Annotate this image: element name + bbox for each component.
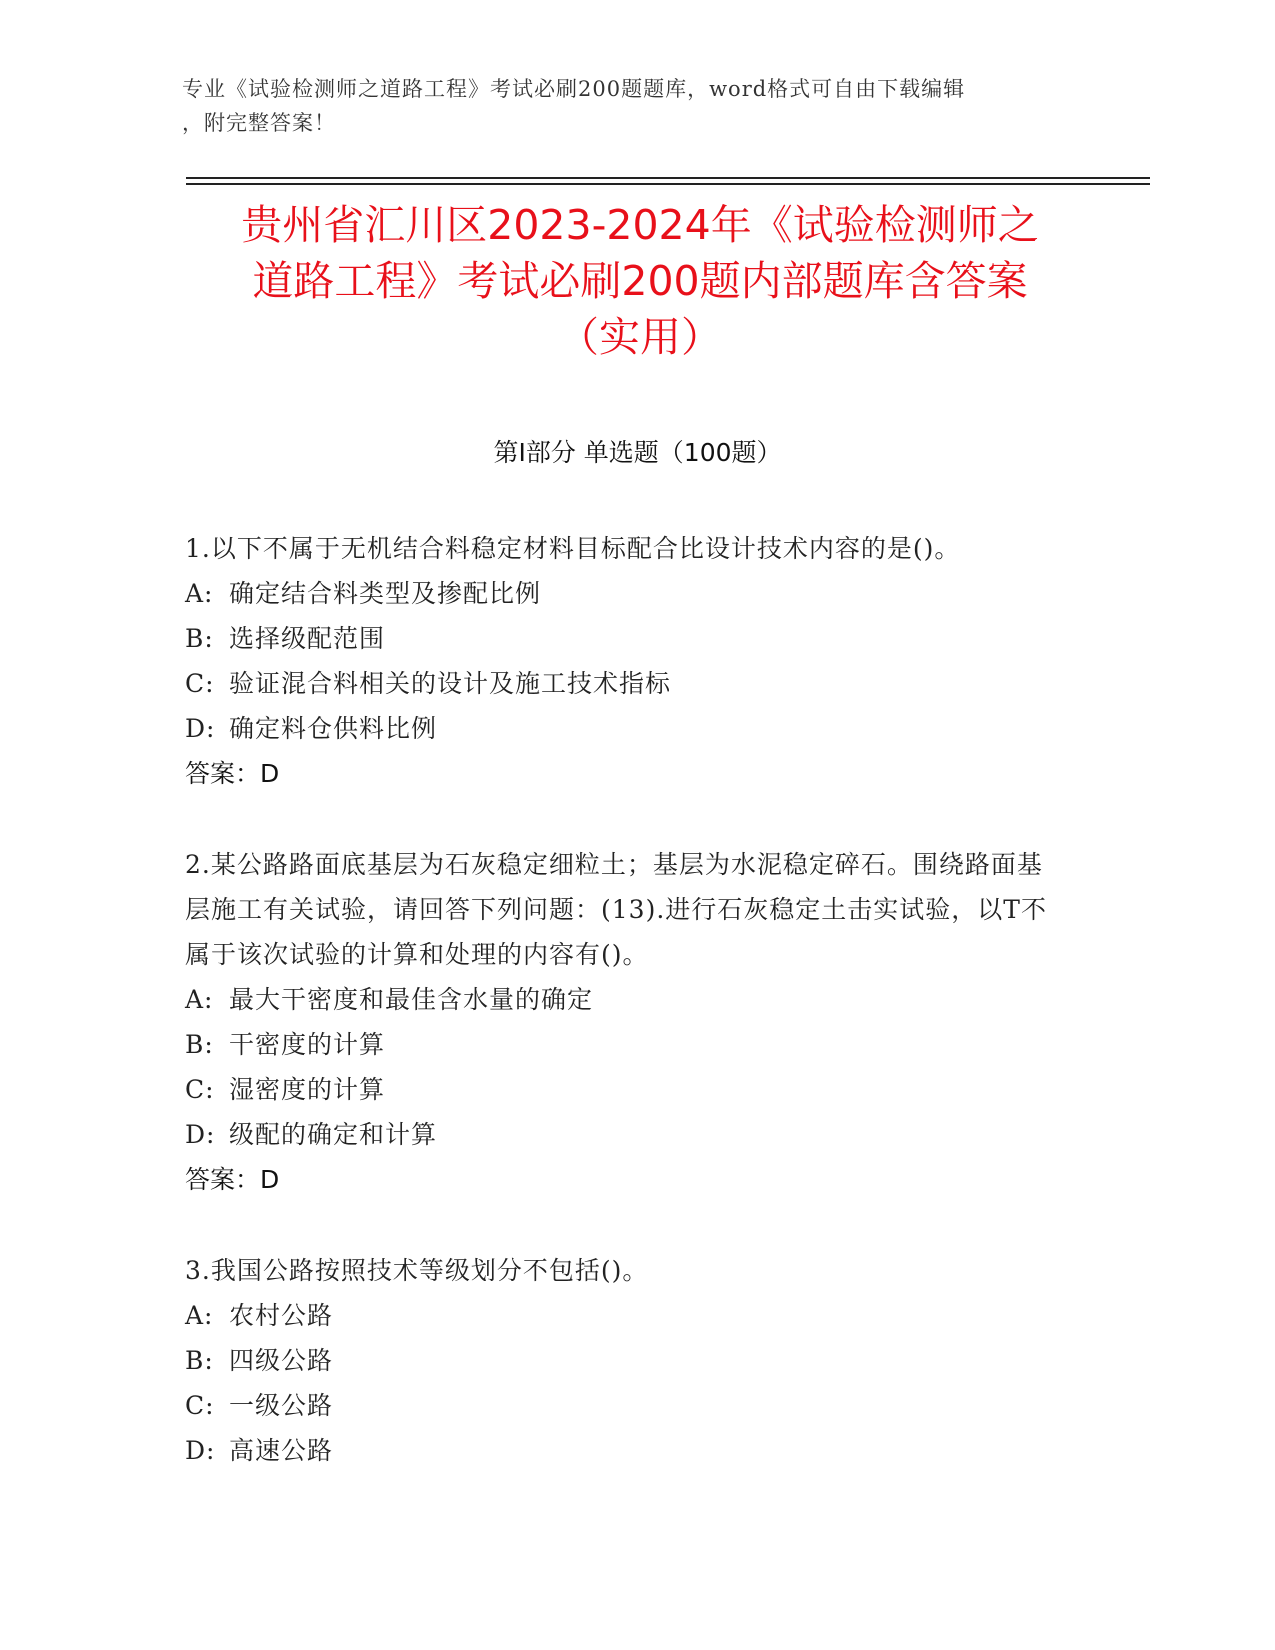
option-key: B: [185,1346,214,1375]
document-title-line-1: 贵州省汇川区2023-2024年《试验检测师之 [241,201,1039,249]
option-b [185,1022,1065,1067]
question-list [185,526,1065,1519]
option-b [185,616,1065,661]
document-title-line-2: 道路工程》考试必刷200题内部题库含答案 [252,257,1028,305]
option-key: A: [185,579,214,608]
option-d [185,706,1065,751]
question-item [185,842,1065,1202]
answer-line: 答案：D [185,759,280,788]
option-text: 一级公路 [229,1391,334,1420]
option-key: C: [185,669,215,698]
option-key: C: [185,1075,215,1104]
option-text: 高速公路 [229,1436,334,1465]
option-a [185,571,1065,616]
document-title [180,197,1100,365]
option-text: 确定料仓供料比例 [229,714,438,743]
answer-line: 答案：D [185,1165,280,1194]
option-text: 选择级配范围 [229,624,386,653]
option-text: 湿密度的计算 [229,1075,386,1104]
option-c [185,1067,1065,1112]
option-b [185,1338,1065,1383]
question-item [185,1248,1065,1473]
option-text: 级配的确定和计算 [229,1120,438,1149]
question-stem: 1.以下不属于无机结合料稳定材料目标配合比设计技术内容的是()。 [185,534,961,563]
option-text: 确定结合料类型及掺配比例 [229,579,542,608]
option-d [185,1428,1065,1473]
option-text: 四级公路 [229,1346,334,1375]
option-c [185,661,1065,706]
question-stem: 2.某公路路面底基层为石灰稳定细粒土；基层为水泥稳定碎石。围绕路面基层施工有关试验，请回答下列问题：(13).进行石灰稳定土击实试验，以T不属于该次试验的计算和处理的内容有()。 [185,850,1047,969]
header-note [182,72,1062,140]
option-key: B: [185,624,214,653]
option-text: 验证混合料相关的设计及施工技术指标 [229,669,672,698]
option-key: A: [185,985,214,1014]
section-title: 第Ⅰ部分 单选题（100题） [493,438,782,467]
option-c [185,1383,1065,1428]
question-item [185,526,1065,796]
question-stem: 3.我国公路按照技术等级划分不包括()。 [185,1256,649,1285]
option-text: 干密度的计算 [229,1030,386,1059]
option-key: D: [185,1120,216,1149]
option-key: D: [185,1436,216,1465]
document-title-line-3: （实用） [558,313,722,361]
header-divider-bottom [186,183,1150,185]
option-text: 最大干密度和最佳含水量的确定 [229,985,594,1014]
header-note-line-1: 专业《试验检测师之道路工程》考试必刷200题题库，word格式可自由下载编辑 [182,77,966,101]
header-note-line-2: ，附完整答案！ [182,111,336,135]
option-key: D: [185,714,216,743]
option-key: A: [185,1301,214,1330]
header-divider-top [186,177,1150,179]
option-a [185,1293,1065,1338]
option-d [185,1112,1065,1157]
option-key: C: [185,1391,215,1420]
option-key: B: [185,1030,214,1059]
option-text: 农村公路 [229,1301,334,1330]
option-a [185,977,1065,1022]
